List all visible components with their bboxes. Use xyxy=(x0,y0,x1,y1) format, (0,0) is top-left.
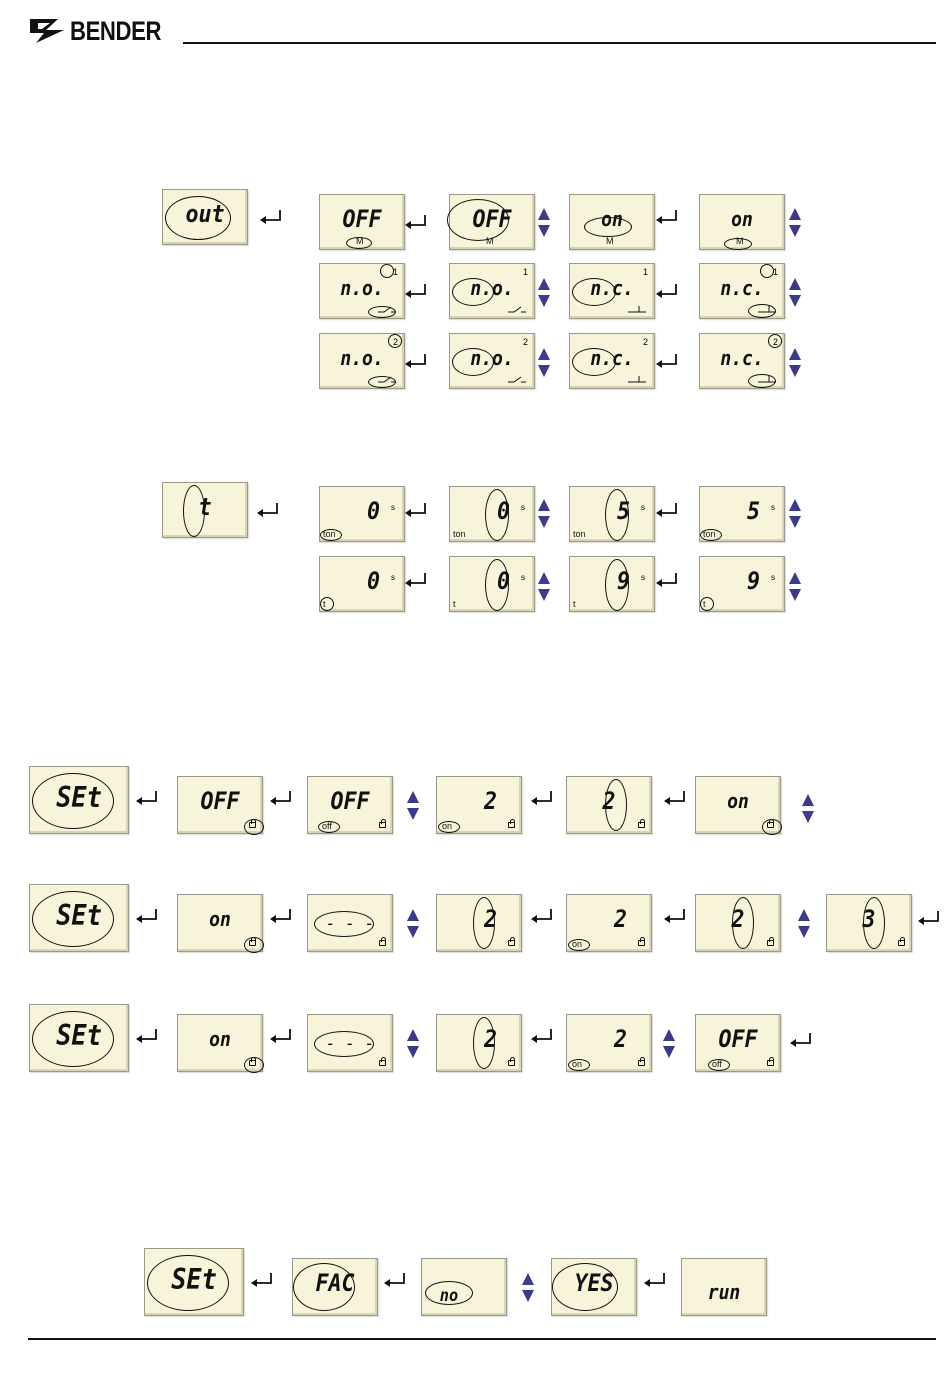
enter-icon xyxy=(405,214,429,230)
lcd-text: no xyxy=(439,1286,459,1306)
lcd-text: 2 xyxy=(483,1025,497,1053)
lcd-set-r1-c3 xyxy=(436,776,522,834)
lcd-text: OFF xyxy=(330,787,370,815)
lock-icon xyxy=(379,822,386,828)
highlight-ellipse xyxy=(724,238,752,250)
lcd-relay-number: 2 xyxy=(642,337,648,347)
lcd-sub: M xyxy=(736,236,744,246)
lcd-set-r1-c4 xyxy=(566,776,652,834)
up-down-arrow-icon xyxy=(406,908,420,940)
highlight-ellipse xyxy=(568,939,590,951)
lcd-out-r2-c1 xyxy=(319,263,405,319)
lcd-out-r1-c2 xyxy=(449,194,535,250)
enter-icon xyxy=(251,1272,275,1288)
highlight-ellipse xyxy=(244,1057,264,1073)
highlight-ellipse xyxy=(768,334,782,348)
lcd-text: SEt xyxy=(56,899,102,932)
lcd-t-r1-c4 xyxy=(699,486,785,542)
lcd-sub: ton xyxy=(323,529,336,539)
lcd-text: 0 xyxy=(366,567,380,595)
up-down-arrow-icon xyxy=(537,277,551,309)
highlight-ellipse xyxy=(473,897,495,949)
lcd-text: OFF xyxy=(472,205,512,233)
lock-icon xyxy=(898,940,905,946)
lcd-set-r2-c3 xyxy=(436,894,522,952)
lcd-relay-number: 1 xyxy=(522,267,528,277)
lcd-out-r3-c2 xyxy=(449,333,535,389)
highlight-ellipse xyxy=(605,779,627,831)
lcd-text: 9 xyxy=(746,567,760,595)
bender-logo-icon xyxy=(28,17,66,45)
lcd-relay-number: 1 xyxy=(772,267,778,277)
lcd-text: n.c. xyxy=(590,346,634,370)
highlight-ellipse xyxy=(346,237,372,249)
enter-icon xyxy=(405,353,429,369)
lcd-text: 2 xyxy=(731,905,745,933)
up-down-arrow-icon xyxy=(797,908,811,940)
lcd-fac-c2 xyxy=(421,1258,507,1316)
lcd-unit: s xyxy=(521,503,525,512)
up-down-arrow-icon xyxy=(801,793,815,825)
lcd-set-r1-c2 xyxy=(307,776,393,834)
lcd-text: 3 xyxy=(862,905,876,933)
lcd-sub: M xyxy=(356,236,364,246)
highlight-ellipse xyxy=(314,911,374,937)
lcd-text: 0 xyxy=(366,497,380,525)
lcd-out-r1-c1 xyxy=(319,194,405,250)
enter-icon xyxy=(270,908,294,924)
enter-icon xyxy=(270,1028,294,1044)
lcd-set-r3-c3 xyxy=(436,1014,522,1072)
lcd-sub: M xyxy=(486,236,494,246)
contact-no-icon xyxy=(507,304,527,314)
up-down-arrow-icon xyxy=(788,571,802,603)
lcd-set-r2-c6 xyxy=(826,894,912,952)
lcd-sub: ton xyxy=(453,529,466,539)
lcd-t-r1-c1 xyxy=(319,486,405,542)
highlight-ellipse xyxy=(368,376,396,388)
contact-nc-icon xyxy=(627,374,647,384)
lcd-text: n.o. xyxy=(340,276,384,300)
lcd-menu-set xyxy=(29,1004,129,1072)
highlight-ellipse xyxy=(473,1017,495,1069)
lock-icon xyxy=(638,1060,645,1066)
lcd-text: OFF xyxy=(200,787,240,815)
contact-nc-icon xyxy=(627,304,647,314)
up-down-arrow-icon xyxy=(537,347,551,379)
lcd-text: 2 xyxy=(613,905,627,933)
lcd-unit: s xyxy=(391,573,395,582)
lcd-t-r2-c1 xyxy=(319,556,405,612)
lcd-text: 0 xyxy=(496,497,510,525)
lcd-set-r2-c2 xyxy=(307,894,393,952)
highlight-ellipse xyxy=(32,891,114,947)
enter-icon xyxy=(136,790,160,806)
enter-icon xyxy=(656,209,680,225)
highlight-ellipse xyxy=(700,529,722,541)
enter-icon xyxy=(405,572,429,588)
lcd-t-r1-c3 xyxy=(569,486,655,542)
lcd-text: 2 xyxy=(483,905,497,933)
highlight-ellipse xyxy=(568,1059,590,1071)
highlight-ellipse xyxy=(380,264,394,278)
lcd-menu-out xyxy=(162,189,248,245)
enter-icon xyxy=(136,908,160,924)
enter-icon xyxy=(405,502,429,518)
lcd-set-r1-c1 xyxy=(177,776,263,834)
lcd-fac-c1 xyxy=(292,1258,378,1316)
enter-icon xyxy=(257,502,281,518)
lcd-text: 5 xyxy=(746,497,760,525)
lcd-set-r3-c4 xyxy=(566,1014,652,1072)
lcd-out-r3-c1 xyxy=(319,333,405,389)
enter-icon xyxy=(405,283,429,299)
highlight-ellipse xyxy=(863,897,885,949)
up-down-arrow-icon xyxy=(537,571,551,603)
lcd-out-r2-c4 xyxy=(699,263,785,319)
up-down-arrow-icon xyxy=(521,1272,535,1304)
lcd-text: 9 xyxy=(616,567,630,595)
lcd-out-r3-c3 xyxy=(569,333,655,389)
lcd-out-r2-c3 xyxy=(569,263,655,319)
lock-icon xyxy=(767,940,774,946)
enter-icon xyxy=(531,1028,555,1044)
highlight-ellipse xyxy=(147,1255,229,1311)
up-down-arrow-icon xyxy=(537,207,551,239)
up-down-arrow-icon xyxy=(406,1028,420,1060)
highlight-ellipse xyxy=(572,278,616,306)
lcd-menu-t xyxy=(162,482,248,538)
highlight-ellipse xyxy=(165,196,231,240)
lock-icon xyxy=(379,1060,386,1066)
lcd-text: on xyxy=(209,1027,231,1051)
header-rule xyxy=(183,42,936,44)
lcd-text: 2 xyxy=(602,787,616,815)
up-down-arrow-icon xyxy=(662,1028,676,1060)
lcd-unit: s xyxy=(391,503,395,512)
lcd-out-r1-c3 xyxy=(569,194,655,250)
lcd-text: - - - xyxy=(325,1033,375,1054)
highlight-ellipse xyxy=(485,489,509,541)
lcd-text: n.c. xyxy=(720,276,764,300)
lcd-menu-set xyxy=(29,766,129,834)
lcd-text: SEt xyxy=(56,1019,102,1052)
lcd-set-r3-c2 xyxy=(307,1014,393,1072)
enter-icon xyxy=(656,353,680,369)
highlight-ellipse xyxy=(32,1011,114,1067)
highlight-ellipse xyxy=(293,1263,355,1311)
lock-icon xyxy=(379,940,386,946)
enter-icon xyxy=(918,910,942,926)
lcd-text: 2 xyxy=(613,1025,627,1053)
enter-icon xyxy=(656,283,680,299)
lcd-sub: off xyxy=(712,1059,722,1069)
lcd-unit: s xyxy=(771,503,775,512)
lcd-text: n.o. xyxy=(340,346,384,370)
highlight-ellipse xyxy=(452,348,494,376)
lcd-out-r2-c2 xyxy=(449,263,535,319)
up-down-arrow-icon xyxy=(537,498,551,530)
lcd-sub: on xyxy=(572,939,583,949)
lcd-text: OFF xyxy=(718,1025,758,1053)
lock-icon xyxy=(638,822,645,828)
enter-icon xyxy=(790,1032,814,1048)
enter-icon xyxy=(260,209,284,225)
lcd-relay-number: 2 xyxy=(772,337,778,347)
highlight-ellipse xyxy=(425,1281,473,1305)
lcd-text: n.c. xyxy=(720,346,764,370)
lcd-sub: on xyxy=(442,821,453,831)
enter-icon xyxy=(656,502,680,518)
lcd-unit: s xyxy=(641,573,645,582)
highlight-ellipse xyxy=(320,529,342,541)
lcd-text: on xyxy=(601,207,623,231)
lcd-unit: s xyxy=(521,573,525,582)
lcd-sub: off xyxy=(322,821,332,831)
highlight-ellipse xyxy=(452,278,494,306)
lcd-relay-number: 2 xyxy=(392,337,398,347)
highlight-ellipse xyxy=(447,199,509,241)
lock-icon xyxy=(638,940,645,946)
lcd-text: 2 xyxy=(483,787,497,815)
highlight-ellipse xyxy=(708,1059,730,1071)
lock-icon xyxy=(767,1060,774,1066)
enter-icon xyxy=(531,908,555,924)
lcd-unit: s xyxy=(771,573,775,582)
highlight-ellipse xyxy=(748,374,776,388)
highlight-ellipse xyxy=(388,334,402,348)
lcd-text: run xyxy=(707,1280,741,1304)
lcd-fac-c4 xyxy=(681,1258,767,1316)
lcd-out-r3-c4 xyxy=(699,333,785,389)
highlight-ellipse xyxy=(572,348,616,376)
enter-icon xyxy=(664,790,688,806)
lcd-t-r2-c3 xyxy=(569,556,655,612)
up-down-arrow-icon xyxy=(788,277,802,309)
highlight-ellipse xyxy=(760,264,774,278)
lcd-relay-number: 1 xyxy=(642,267,648,277)
footer-rule xyxy=(28,1338,936,1340)
enter-icon xyxy=(644,1272,668,1288)
lock-icon xyxy=(508,940,515,946)
lcd-out-r1-c4 xyxy=(699,194,785,250)
lcd-text: on xyxy=(209,907,231,931)
highlight-ellipse xyxy=(485,559,509,611)
lcd-text: on xyxy=(731,207,753,231)
lcd-t-r1-c2 xyxy=(449,486,535,542)
lcd-text: t xyxy=(198,493,212,521)
lcd-text: n.o. xyxy=(470,276,514,300)
lcd-sub: ton xyxy=(573,529,586,539)
highlight-ellipse xyxy=(320,597,334,611)
lcd-text: SEt xyxy=(171,1263,217,1296)
highlight-ellipse xyxy=(605,559,629,611)
highlight-ellipse xyxy=(552,1263,618,1311)
lcd-text: SEt xyxy=(56,781,102,814)
lcd-menu-set xyxy=(144,1248,244,1316)
highlight-ellipse xyxy=(183,485,205,537)
lcd-set-r3-c1 xyxy=(177,1014,263,1072)
lock-icon xyxy=(508,1060,515,1066)
up-down-arrow-icon xyxy=(788,498,802,530)
lcd-text: n.c. xyxy=(590,276,634,300)
highlight-ellipse xyxy=(584,217,632,237)
lcd-text: 0 xyxy=(496,567,510,595)
lock-icon xyxy=(508,822,515,828)
lcd-text: n.o. xyxy=(470,346,514,370)
highlight-ellipse xyxy=(368,306,396,318)
highlight-ellipse xyxy=(762,819,782,835)
highlight-ellipse xyxy=(748,304,776,318)
bender-logo xyxy=(28,14,181,48)
highlight-ellipse xyxy=(700,597,714,611)
lcd-text: on xyxy=(727,789,749,813)
lcd-relay-number: 2 xyxy=(522,337,528,347)
brand-name: BENDER xyxy=(70,15,162,46)
contact-no-icon xyxy=(507,374,527,384)
enter-icon xyxy=(531,790,555,806)
lcd-sub: t xyxy=(703,599,706,609)
lcd-text: FAC xyxy=(315,1269,355,1297)
up-down-arrow-icon xyxy=(406,790,420,822)
lcd-sub: M xyxy=(606,236,614,246)
highlight-ellipse xyxy=(605,489,629,541)
lcd-text: out xyxy=(185,200,225,228)
up-down-arrow-icon xyxy=(788,207,802,239)
lcd-fac-c3 xyxy=(551,1258,637,1316)
lcd-sub: ton xyxy=(703,529,716,539)
lcd-set-r2-c5 xyxy=(695,894,781,952)
up-down-arrow-icon xyxy=(788,347,802,379)
lcd-set-r3-c5 xyxy=(695,1014,781,1072)
enter-icon xyxy=(656,572,680,588)
highlight-ellipse xyxy=(438,821,460,833)
lcd-text: YES xyxy=(574,1269,614,1297)
lcd-set-r2-c4 xyxy=(566,894,652,952)
lcd-text: - - - xyxy=(325,913,375,934)
lcd-text: OFF xyxy=(342,205,382,233)
highlight-ellipse xyxy=(244,937,264,953)
enter-icon xyxy=(136,1028,160,1044)
highlight-ellipse xyxy=(244,819,264,835)
lcd-t-r2-c2 xyxy=(449,556,535,612)
highlight-ellipse xyxy=(732,897,754,949)
lcd-set-r2-c1 xyxy=(177,894,263,952)
lcd-unit: s xyxy=(641,503,645,512)
lcd-t-r2-c4 xyxy=(699,556,785,612)
lcd-relay-number: 1 xyxy=(392,267,398,277)
lcd-text: 5 xyxy=(616,497,630,525)
enter-icon xyxy=(664,908,688,924)
highlight-ellipse xyxy=(32,773,114,829)
lcd-sub: t xyxy=(453,599,456,609)
lcd-menu-set xyxy=(29,884,129,952)
lcd-sub: t xyxy=(323,599,326,609)
lcd-sub: t xyxy=(573,599,576,609)
highlight-ellipse xyxy=(318,821,340,833)
highlight-ellipse xyxy=(314,1031,374,1057)
lcd-set-r1-c5 xyxy=(695,776,781,834)
enter-icon xyxy=(270,790,294,806)
lcd-sub: on xyxy=(572,1059,583,1069)
